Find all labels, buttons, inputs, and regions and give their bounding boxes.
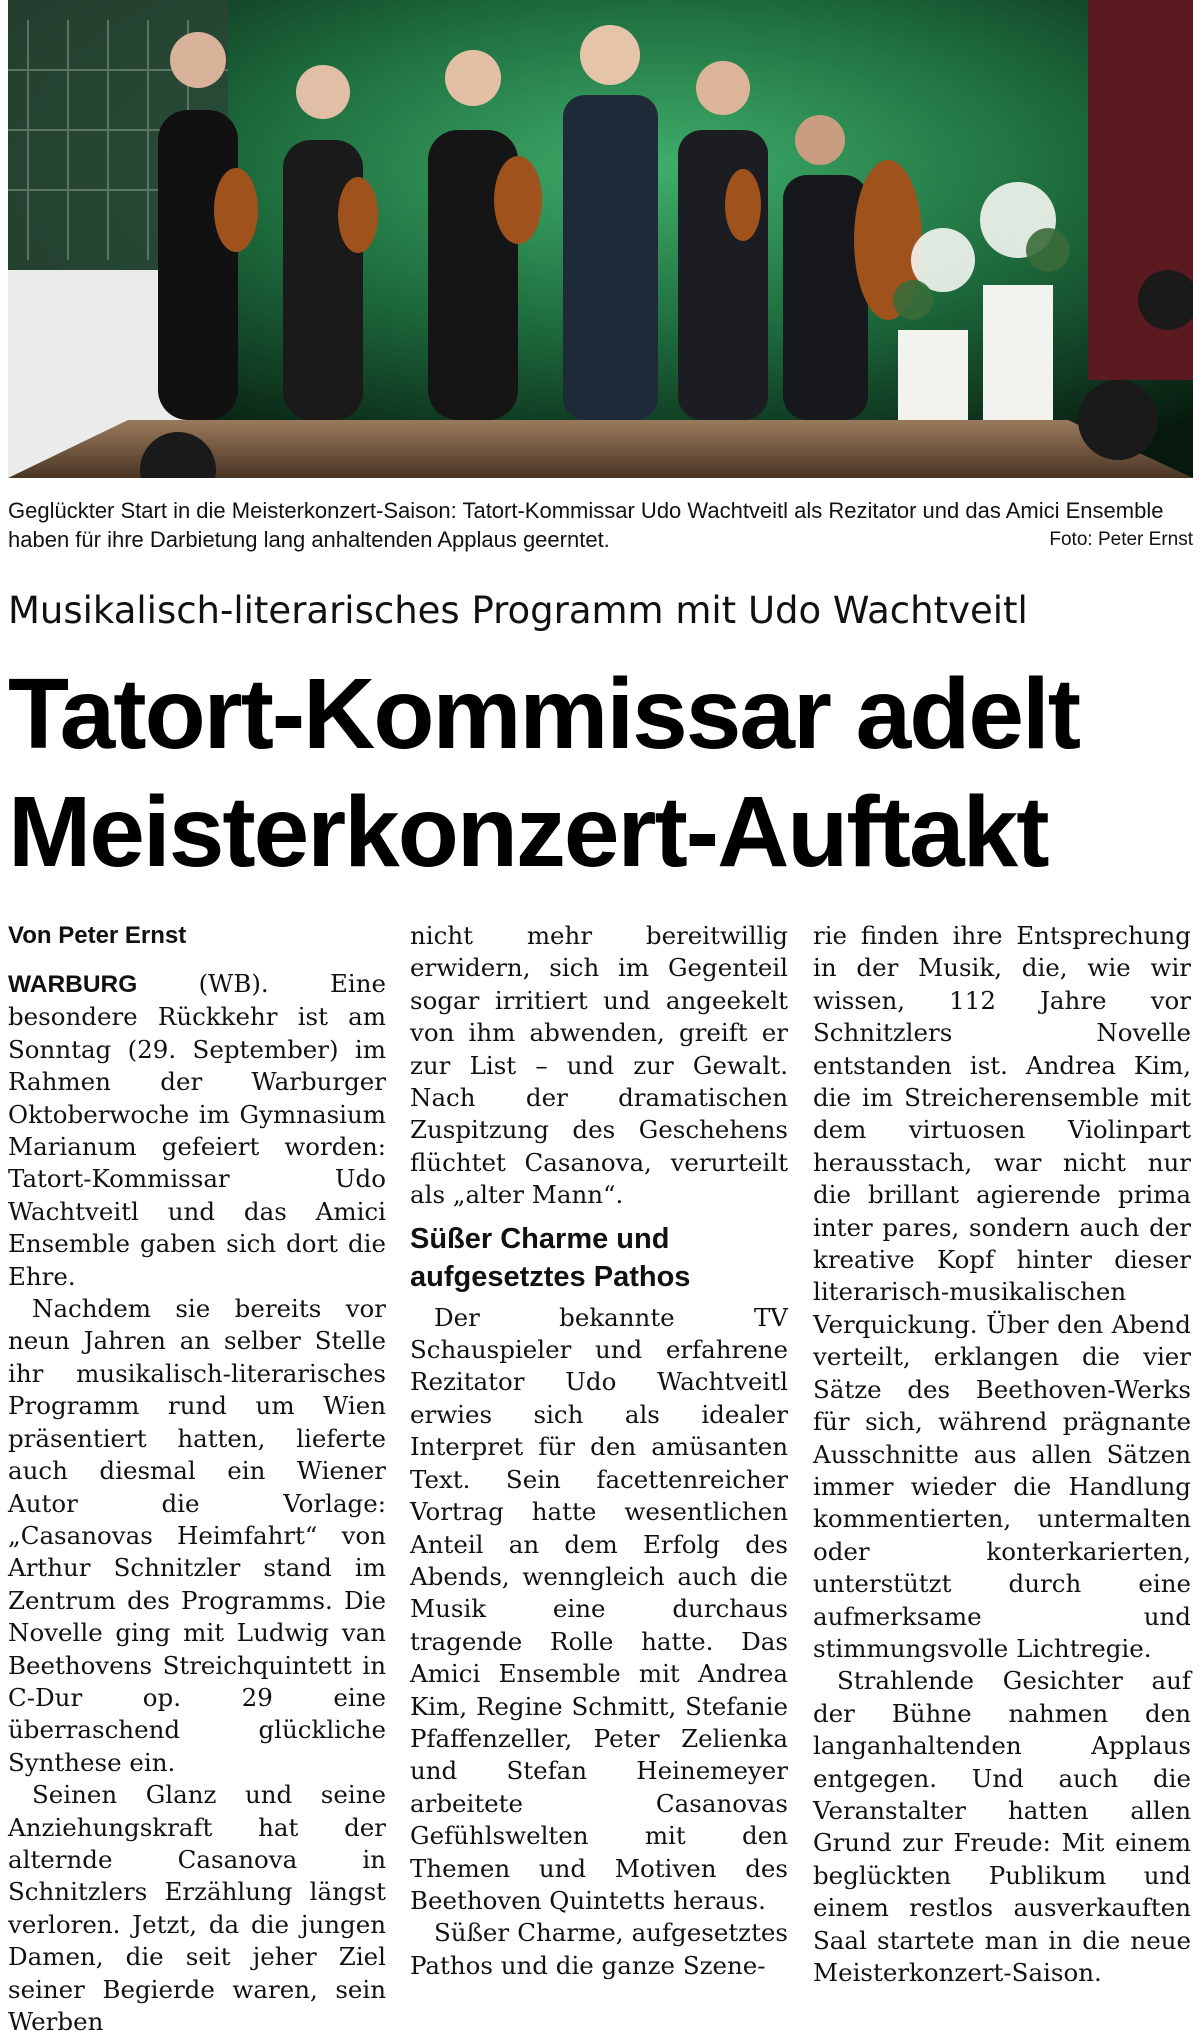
- photo-caption: [8, 496, 1193, 554]
- article-photo: [8, 0, 1193, 478]
- article-column-2: [410, 920, 788, 1982]
- article-column-3: [813, 920, 1191, 1989]
- article-kicker: Musikalisch-literarisches Programm mit Udo Wachtveitl: [8, 589, 1028, 632]
- photo-caption-text: Geglückter Start in die Meisterkonzert-Saison: Tatort-Kommissar Udo Wachtveitl als Rezitator und das Amici Ensemble haben für ihre Darbietung lang anhaltenden Applaus geerntet.: [8, 498, 1164, 552]
- paragraph: nicht mehr bereitwillig erwidern, sich im Gegenteil sogar irritiert und angeekelt von ihm abwenden, greift er zur List – und zur Gewalt. Nach der dramatischen Zuspitzung des Geschehens flüchtet Casanova, verurteilt als „alter Mann“.: [410, 921, 788, 1210]
- paragraph: Strahlende Gesichter auf der Bühne nahmen den langanhaltenden Applaus entgegen. Und auch die Veranstalter hatten allen Grund zur Freude: Mit einem beglückten Publikum und einem restlos ausverkauften Saal startete man in die neue Meisterkonzert-Saison.: [813, 1666, 1191, 1987]
- article-column-1: [8, 920, 386, 2038]
- paragraph: rie finden ihre Entsprechung in der Musik, die, wie wir wissen, 112 Jahre vor Schnitzlers Novelle entstanden ist. Andrea Kim, die im Streicherensemble mit dem virtuosen Violinpart herausstach, war nicht nur die brillant agierende prima inter pares, sondern auch der kreative Kopf hinter dieser literarisch-musikalischen Verquickung. Über den Abend verteilt, erklangen die vier Sätze des Beethoven-Werks für sich, während prägnante Ausschnitte aus allen Sätzen immer wieder die Handlung kommentierten, untermalten oder konterkarierten, unterstützt durch eine aufmerksame und stimmungsvolle Lichtregie.: [813, 921, 1191, 1663]
- article-subhead: Süßer Charme und aufgesetztes Pathos: [410, 1222, 691, 1293]
- paragraph: Süßer Charme, aufgesetztes Pathos und die ganze Szene-: [410, 1918, 788, 1980]
- stage-photo-illustration: [8, 0, 1193, 478]
- paragraph: Seinen Glanz und seine Anziehungskraft hat der alternde Casanova in Schnitzlers Erzählung längst verloren. Jetzt, da die jungen Damen, die seit jeher Ziel seiner Begierde waren, sein Werben: [8, 1780, 386, 2036]
- dateline-place: WARBURG: [8, 971, 138, 998]
- photo-credit: Foto: Peter Ernst: [1049, 529, 1193, 550]
- paragraph: Nachdem sie bereits vor neun Jahren an selber Stelle ihr musikalisch-literarisches Programm rund um Wien präsentiert hatten, lieferte auch diesmal ein Wiener Autor die Vorlage: „Casanovas Heimfahrt“ von Arthur Schnitzler stand im Zentrum des Programms. Die Novelle ging mit Ludwig van Beethovens Streichquintett in C-Dur op. 29 eine überraschend glückliche Synthese ein.: [8, 1294, 386, 1777]
- article-byline: Von Peter Ernst: [8, 922, 187, 949]
- paragraph-dateline: [8, 968, 386, 1293]
- headline-line-2: Meisterkonzert-Auftakt: [8, 776, 1048, 888]
- dateline-text: (WB). Eine besondere Rückkehr ist am Sonntag (29. September) im Rahmen der Warburger Oktoberwoche im Gymnasium Marianum gefeiert worden: Tatort-Kommissar Udo Wachtveitl und das Amici Ensemble gaben sich dort die Ehre.: [8, 969, 386, 1291]
- paragraph: Der bekannte TV Schauspieler und erfahrene Rezitator Udo Wachtveitl erwies sich als idealer Interpret für den amüsanten Text. Sein facettenreicher Vortrag hatte wesentlichen Anteil an dem Erfolg des Abends, wenngleich auch die Musik eine durchaus tragende Rolle hatte. Das Amici Ensemble mit Andrea Kim, Regine Schmitt, Stefanie Pfaffenzeller, Peter Zelienka und Stefan Heinemeyer arbeitete Casanovas Gefühlswelten mit den Themen und Motiven des Beethoven Quintetts heraus.: [410, 1302, 788, 1915]
- headline-line-1: Tatort-Kommissar adelt: [8, 658, 1080, 770]
- article-headline: [8, 655, 1079, 891]
